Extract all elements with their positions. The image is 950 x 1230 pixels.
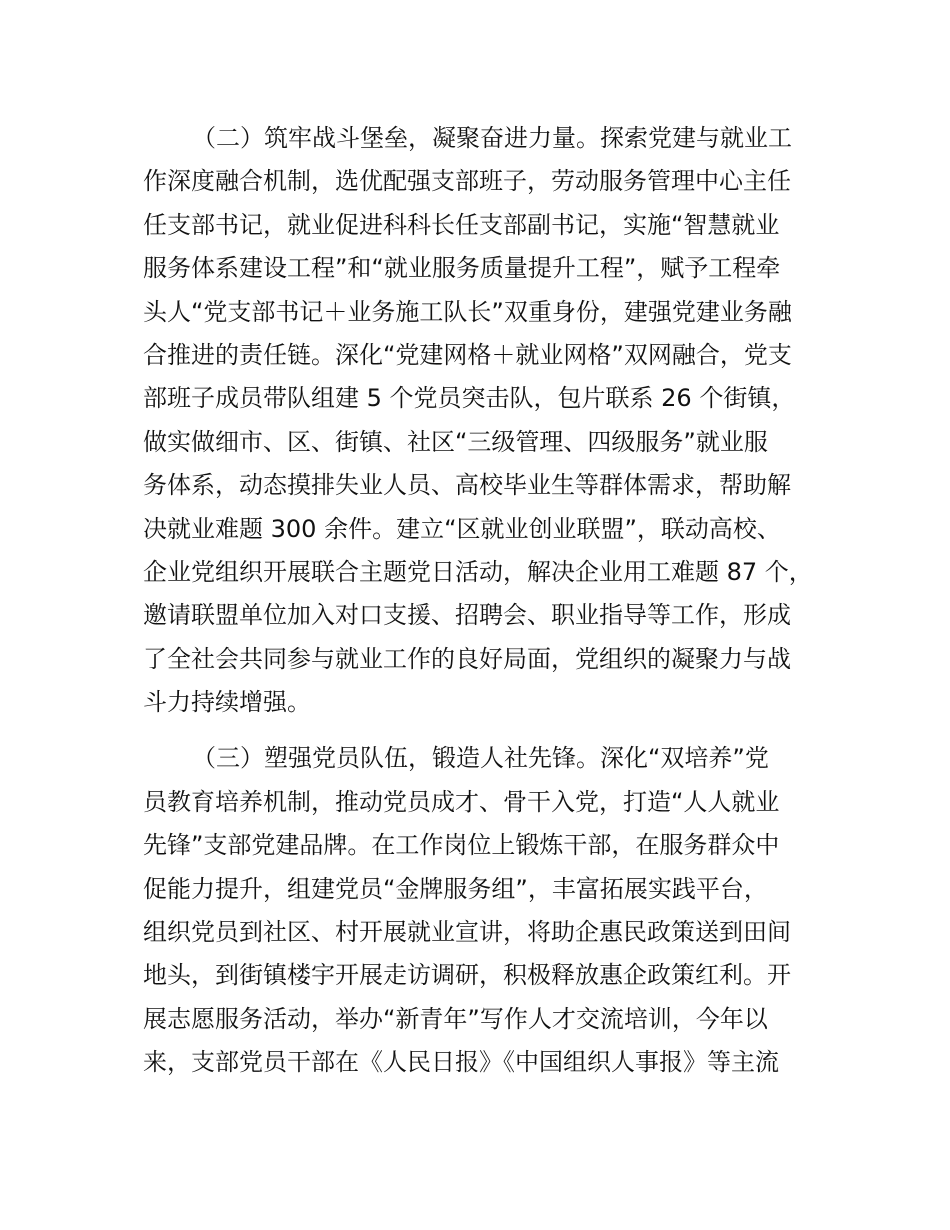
paragraph-line: 务体系，动态摸排失业人员、高校毕业生等群体需求，帮助解 bbox=[143, 471, 791, 500]
paragraph-line: 作深度融合机制，选优配强支部班子，劳动服务管理中心主任 bbox=[143, 167, 791, 196]
paragraph-line: （二）筑牢战斗堡垒，凝聚奋进力量。探索党建与就业工 bbox=[192, 124, 792, 152]
paragraph-line: 了全社会共同参与就业工作的良好局面，党组织的凝聚力与战 bbox=[143, 644, 791, 673]
paragraph-line: 地头，到街镇楼宇开展走访调研，积极释放惠企政策红利。开 bbox=[143, 961, 791, 990]
document-body bbox=[143, 117, 833, 1085]
paragraph-line: （三）塑强党员队伍，锻造人社先锋。深化“双培养”党 bbox=[192, 744, 769, 773]
paragraph-line: 做实做细市、区、街镇、社区“三级管理、四级服务”就业服 bbox=[143, 427, 768, 456]
paragraph-line: 来，支部党员干部在《人民日报》《中国组织人事报》等主流 bbox=[143, 1048, 779, 1077]
paragraph-line: 部班子成员带队组建 5 个党员突击队，包片联系 26 个街镇， bbox=[143, 384, 796, 413]
paragraph-line: 组织党员到社区、村开展就业宣讲，将助企惠民政策送到田间 bbox=[143, 918, 791, 947]
paragraph-line: 决就业难题 300 余件。建立“区就业创业联盟”，联动高校、 bbox=[143, 514, 781, 543]
paragraph-line: 头人“党支部书记＋业务施工队长”双重身份，建强党建业务融 bbox=[143, 297, 792, 326]
paragraph-section-3 bbox=[143, 737, 833, 1084]
paragraph-line: 促能力提升，组建党员“金牌服务组”，丰富拓展实践平台， bbox=[143, 874, 768, 903]
paragraph-line: 展志愿服务活动，举办“新青年”写作人才交流培训，今年以 bbox=[143, 1004, 768, 1033]
paragraph-line: 先锋”支部党建品牌。在工作岗位上锻炼干部，在服务群众中 bbox=[143, 831, 780, 860]
paragraph-gap bbox=[143, 724, 833, 737]
paragraph-line: 合推进的责任链。深化“党建网格＋就业网格”双网融合，党支 bbox=[143, 340, 792, 369]
paragraph-line: 员教育培养机制，推动党员成才、骨干入党，打造“人人就业 bbox=[143, 787, 780, 816]
paragraph-line: 企业党组织开展联合主题党日活动，解决企业用工难题 87 个， bbox=[143, 557, 813, 586]
paragraph-line: 服务体系建设工程”和“就业服务质量提升工程”，赋予工程牵 bbox=[143, 254, 781, 283]
paragraph-line: 邀请联盟单位加入对口支援、招聘会、职业指导等工作，形成 bbox=[143, 601, 791, 630]
paragraph-line: 斗力持续增强。 bbox=[143, 688, 311, 717]
paragraph-section-2 bbox=[143, 117, 833, 724]
paragraph-line: 任支部书记，就业促进科科长任支部副书记，实施“智慧就业 bbox=[143, 210, 780, 239]
